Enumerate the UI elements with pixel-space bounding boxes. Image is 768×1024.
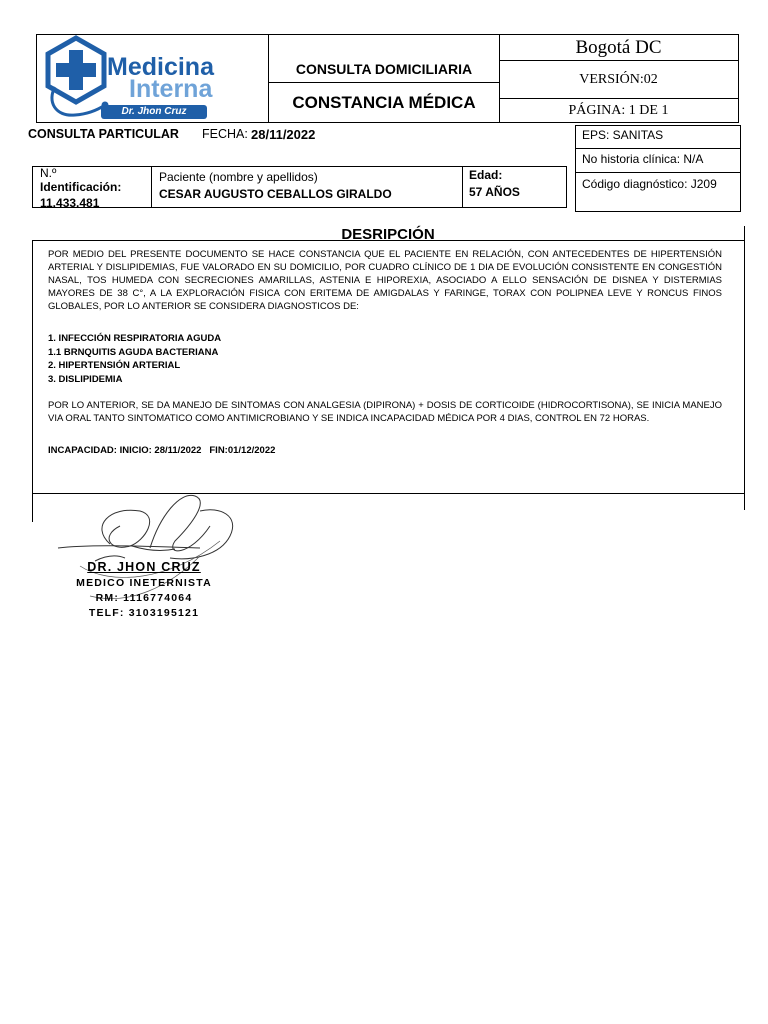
- logo-line2: Interna: [129, 75, 213, 103]
- diagnosis-item: 1. INFECCIÓN RESPIRATORIA AGUDA: [48, 333, 222, 344]
- signature-phone: TELF: 3103195121: [88, 607, 200, 619]
- title-top: CONSULTA DOMICILIARIA: [269, 35, 499, 83]
- patient-id-cell: [32, 166, 152, 208]
- left-rule: [32, 494, 33, 522]
- patient-age-cell: [462, 166, 567, 208]
- diagnosis-item: 3. DISLIPIDEMIA: [48, 373, 123, 385]
- meta-box: [499, 34, 739, 123]
- date-label: FECHA:: [202, 127, 248, 141]
- logo-line1: Medicina: [107, 53, 214, 81]
- city: Bogotá DC: [499, 35, 738, 61]
- title-main: CONSTANCIA MÉDICA: [292, 92, 476, 112]
- id-label-2: Identificación:: [40, 180, 122, 194]
- page-number: PÁGINA: 1 DE 1: [568, 102, 669, 118]
- logo-box: [36, 34, 269, 123]
- clinical-history: No historia clínica: N/A: [582, 152, 704, 166]
- incapacity: INCAPACIDAD: INICIO: 28/11/2022 FIN:01/12/2022: [48, 445, 276, 456]
- diagnosis-item: 1.1 BRNQUITIS AGUDA BACTERIANA: [48, 346, 219, 358]
- diagnoses-list: [48, 332, 221, 386]
- name-label: Paciente (nombre y apellidos): [159, 170, 318, 184]
- description-heading: DESRIPCIÓN: [341, 226, 435, 243]
- signature-role: MEDICO INETERNISTA: [76, 577, 212, 589]
- consult-type: CONSULTA PARTICULAR: [28, 127, 179, 141]
- patient-name-cell: [151, 166, 463, 208]
- signature-name: DR. JHON CRUZ: [87, 560, 201, 574]
- name-value: CESAR AUGUSTO CEBALLOS GIRALDO: [159, 187, 392, 201]
- eps-box: [575, 125, 741, 212]
- right-rule: [744, 226, 745, 510]
- logo-badge: Dr. Jhon Cruz: [101, 105, 207, 119]
- age-value: 57 AÑOS: [469, 185, 520, 199]
- age-label: Edad:: [469, 168, 503, 182]
- id-value: 11.433.481: [40, 196, 100, 210]
- id-label-1: N.º: [40, 166, 57, 180]
- title-box: [268, 34, 500, 123]
- description-paragraph-2: POR LO ANTERIOR, SE DA MANEJO DE SINTOMAS CON ANALGESIA (DIPIRONA) + DOSIS DE CORTICOIDE (HIDROCORTISONA), SE INICIA MANEJO VIA ORAL TANTO SINTOMATICO COMO ANTIMICROBIANO Y SE INDICA INCAPACIDAD MÉDICA POR 4 DIAS, CONTROL EN 72 HORAS.: [48, 400, 722, 424]
- version: VERSIÓN:02: [499, 61, 738, 99]
- signature-rm: RM: 1116774064: [95, 592, 193, 604]
- description-paragraph-1: POR MEDIO DEL PRESENTE DOCUMENTO SE HACE CONSTANCIA QUE EL PACIENTE EN RELACIÓN, CON ANTECEDENTES DE HIPERTENSIÓN ARTERIAL Y DISLIPIDEMIAS, FUE VALORADO EN SU DOMICILIO, POR CUADRO CLÍNICO DE 1 DIA DE EVOLUCIÓN CONSISTENTE EN CONGESTIÓN NASAL, TOS HUMEDA CON SECRECIONES AMARILLAS, ASTENIA E HIPOREXIA, ASOCIADO A ELLO SENSACIÓN DE DISNEA Y DISTERMIAS MAYORES DE 38 C°, A LA EXPLORACIÓN FISICA CON ERITEMA DE AMIGDALAS Y FARINGE, TORAX CON POLIPNEA LEVE Y RONCUS FINOS GLOBALES, POR LO ANTERIOR SE CONSIDERA DIAGNOSTICOS DE:: [48, 249, 722, 312]
- diagnosis-item: 2. HIPERTENSIÓN ARTERIAL: [48, 360, 181, 371]
- date-value: 28/11/2022: [251, 127, 316, 142]
- eps-value: EPS: SANITAS: [582, 128, 664, 142]
- diagnostic-code: Código diagnóstico: J209: [582, 177, 717, 191]
